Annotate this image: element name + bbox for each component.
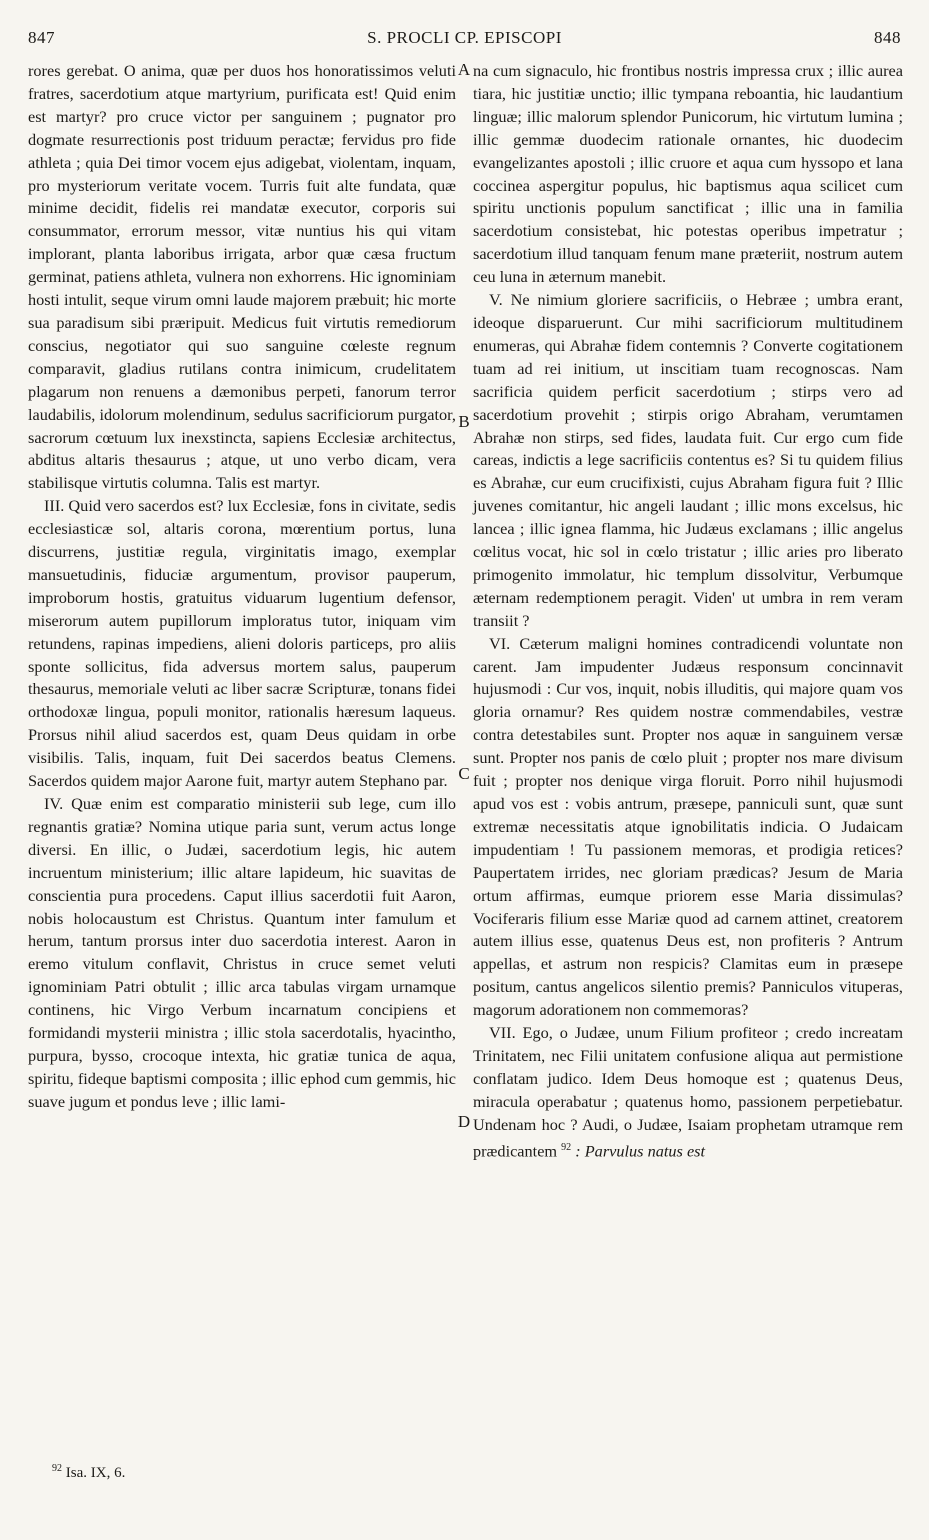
right-paragraph-1: na cum signaculo, hic frontibus nostris impressa crux ; illic aurea tiara, hic justitiæ unctio; illic tympana reboantia, hic laudantium linguæ; illic malorum splendor Punicorum, hic virtutum lumina ; illic gemmæ duodecim rationale ornantes, hic duodecim evangelizantes apostoli ; illic cruore et aqua cum hyssopo et lana coccinea aspergitur populus, hic baptismus aqua scilicet cum spiritu unctionis populum sanctificat ; illic una in familia sacerdotium consistebat, hic potestas operibus impetratur ; sacerdotium illud tanquam fenum mane præteriit, nostrum autem ceu luna in æternum manebit. — [473, 61, 903, 287]
right-paragraph-4-text: VII. Ego, o Judæe, unum Filium profiteor ; credo increatam Trinitatem, nec Filii unitatem confusione aliqua aut permistione conflatam judico. Idem Deus homoque est ; quatenus Deus, miracula operabatur ; quatenus homo, passionem perpetiebatur. Undenam hoc ? Audi, o Judæe, Isaiam prophetam utramque rem prædicantem — [473, 1023, 903, 1161]
right-page-number: 848 — [874, 28, 901, 47]
margin-marker-c: C — [458, 764, 470, 783]
footnote — [52, 1463, 125, 1482]
running-title: S. PROCLI CP. EPISCOPI — [367, 28, 562, 47]
margin-marker-b: B — [458, 412, 470, 431]
right-paragraph-2: V. Ne nimium gloriere sacrificiis, o Hebræe ; umbra erant, ideoque disparuerunt. Cur mihi sacrificiorum multitudinem enumeras, qui Abrahæ fidem contemnis ? Converte cogitationem tuam ad rei initium, ut inscitiam tuam recognoscas. Nam sacrificia quidem perficit sacerdotium ; stirps vero ad sacerdotium provehit ; stirpis origo Abraham, verumtamen Abrahæ non stirps, sed fides, laudata fuit. Cur ergo cum fide careas, indictis a lege sacrificiis contentus es? Si tu quidem filius es Abrahæ, cur eum crucifixisti, cujus Abraham figura fuit ? Illic juvenes comitantur, hic angeli laudant ; illic mons excelsus, hic lancea ; illic ignea flamma, hic Judæus exclamans ; illic angelus cœlitus vocat, hic sol in cœlo tristatur ; illic aries pro liberato primogenito immolatur, hic templum dissolvitur, Verbumque æternam redemptionem peragit. Viden' ut umbra in rem veram transiit ? — [473, 290, 903, 630]
margin-marker-a: A — [457, 60, 471, 79]
left-paragraph-1: rores gerebat. O anima, quæ per duos hos honoratissimos veluti fratres, sacerdotium atque martyrium, purificata est! Quid enim est martyr? pro cruce victor per sanguinem ; pugnator pro dogmate resurrectionis post triduum peractæ; fervidus pro fide athleta ; quia Dei timor vocem ejus adigebat, violentam, inquam, pro mysteriorum veritate vocem. Turris fuit alte fundata, quæ minime decidit, fidelis rei mandatæ executor, corporis sui consummator, errorum messor, vitæ nuntius his qui vitam implorant, planta laboribus irrigata, arbor quæ cæsa fructum germinat, patiens athleta, vulnera non exhorrens. Hic ignominiam hosti intulit, seque virum omni laude majorem præbuit; hic morte sua paradisum sibi præripuit. Medicus fuit virtutis remediorum conscius, negotiator qui suo sanguine cœleste regnum comparavit, gladius rutilans contra inimicum, crudelitatem plagarum non renuens a dæmonibus perpeti, fanorum terror laudabilis, idolorum molendinum, sedulus sacrificiorum purgator, sacrorum cœtuum lux inexstincta, sapiens Ecclesiæ architectus, abditus altaris thesaurus ; atque, ut uno verbo dicam, vera stabilisque virtutis columna. Talis est martyr. — [28, 61, 456, 493]
footnote-number: 92 — [52, 1463, 62, 1474]
footnote-text: Isa. IX, 6. — [62, 1465, 126, 1481]
footnote-reference: 92 — [561, 1141, 572, 1153]
left-column — [28, 60, 456, 1114]
right-paragraph-4 — [473, 1022, 903, 1163]
right-column — [473, 60, 903, 1163]
margin-marker-d: D — [457, 1112, 471, 1131]
right-paragraph-3: VI. Cæterum maligni homines contradicendi voluntate non carent. Jam impudenter Judæus responsum concinnavit hujusmodi : Cur vos, inquit, nobis illuditis, qui majore quam vos gloria ornamur? Res quidem nostræ commendabiles, vestræ contra detestabiles sunt. Propter nos aquæ in sanguinem versæ sunt. Propter nos panis de cœlo pluit ; propter nos mare divisum fuit ; propter nos denique virga floruit. Porro nihil hujusmodi apud vos est : vobis antrum, præsepe, panniculi sunt, quæ sunt extremæ necessitatis atque ignobilitatis indicia. O Judaicam impudentiam ! Tu passionem memoras, et prodigia retices? Paupertatem irrides, nec gloriam prædicas? Jesum de Maria ortum affirmas, eumque priorem esse Maria dissimulas? Vociferaris filium esse Mariæ quod ad carnem attinet, creatorem autem illius esse, quatenus Deus est, non profiteris ? Antrum appellas, et astrum non respicis? Clamitas eum in præsepe positum, cantus angelicos silentio premis? Panniculos vituperas, magorum adorationem non commemoras? — [473, 633, 903, 1020]
left-paragraph-3: IV. Quæ enim est comparatio ministerii sub lege, cum illo regnantis gratiæ? Nomina utique paria sunt, verum actus longe diversi. En illic, o Judæi, sacerdotium legis, hic autem incruentum ministerium; illic altare lapideum, hic suavitas de conscientia pura procedens. Caput illius sacerdotii fuit Aaron, nobis holocaustum est Christus. Quantum inter famulum et herum, tantum prorsus inter duo sacerdotia interest. Aaron in eremo vitulum conflavit, Christus in cruce semet veluti ignominiam Patri obtulit ; illic arca tabulas virgam urnamque continens, hic Virgo Verbum incarnatum concipiens et formidandi mysterii ministra ; illic stola sacerdotalis, hyacintho, purpura, bysso, crocoque intexta, hic gratiæ tunica de aqua, spiritu, fideque baptismi composita ; illic ephod cum gemmis, hic suave jugum et pondus leve ; illic lami- — [28, 794, 456, 1111]
left-paragraph-2: III. Quid vero sacerdos est? lux Ecclesiæ, fons in civitate, sedis ecclesiasticæ sol, altaris corona, mœrentium portus, luna discurrens, justitiæ regula, virginitatis imago, exemplar mansuetudinis, fiduciæ argumentum, provisor pauperum, improborum hostis, gratuitus viduarum lugentium defensor, miserorum autem pupillorum imploratus tutor, iniquam vim retundens, rapinas impediens, alieni doloris particeps, pro aliis sponte sollicitus, fida adversus mortem salus, pauperum thesaurus, memoriale veluti ac liber sacræ Scripturæ, tonans fidei orthodoxæ lingua, populi monitor, rationalis hæresum laqueus. Prorsus nihil aliud sacerdos est, quam Deus quidam in orbe visibilis. Talis, inquam, fuit Dei sacerdos beatus Clemens. Sacerdos quidem major Aarone fuit, martyr autem Stephano par. — [28, 496, 456, 791]
page-header — [28, 28, 901, 58]
left-page-number: 847 — [28, 28, 55, 47]
right-paragraph-4-italic: : Parvulus natus est — [571, 1141, 706, 1161]
